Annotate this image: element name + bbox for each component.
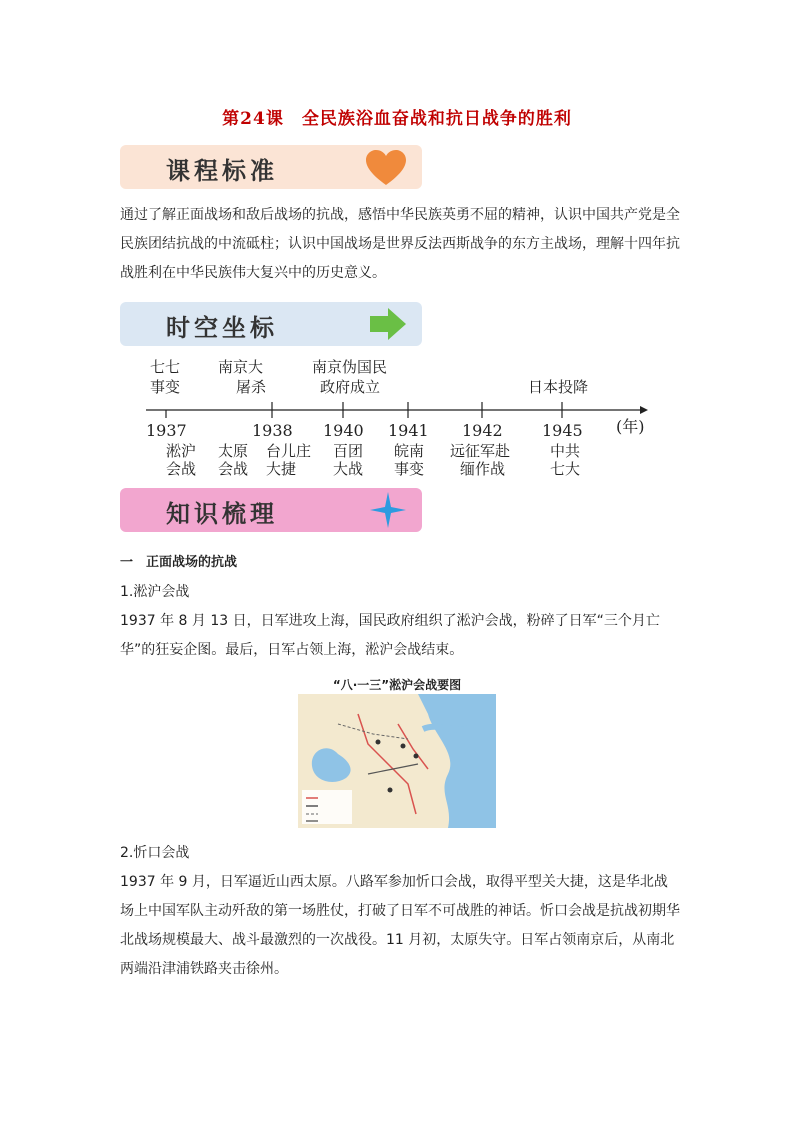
timeline bbox=[130, 350, 660, 482]
event-songhu-line2: 会战 bbox=[166, 460, 197, 478]
event-qiqi-line1: 七七 bbox=[150, 358, 181, 376]
event-wannan-line1: 皖南 bbox=[394, 442, 425, 460]
timeline-unit: (年) bbox=[616, 417, 645, 436]
event-ccp7-line1: 中共 bbox=[550, 442, 581, 460]
event-songhu-line1: 淞沪 bbox=[166, 442, 197, 460]
event-baituan-line2: 大战 bbox=[333, 460, 364, 478]
year-1940: 1940 bbox=[323, 421, 364, 440]
event-taiyuan-line2: 会战 bbox=[218, 460, 249, 478]
event-puppet-gov-line2: 政府成立 bbox=[320, 378, 381, 396]
banner-knowledge bbox=[120, 488, 422, 532]
map-image bbox=[298, 694, 496, 828]
banner-label: 知识梳理 bbox=[166, 500, 278, 528]
page-title: 第24课 全民族浴血奋战和抗日战争的胜利 bbox=[222, 109, 572, 129]
arrow-right-icon bbox=[368, 306, 408, 346]
year-1945: 1945 bbox=[542, 421, 583, 440]
banner-label: 时空坐标 bbox=[166, 314, 278, 342]
event-taierzhuang-line2: 大捷 bbox=[266, 460, 297, 478]
course-standard-text: 通过了解正面战场和敌后战场的抗战，感悟中华民族英勇不屈的精神，认识中国共产党是全民族团结抗战的中流砥柱；认识中国战场是世界反法西斯战争的东方主战场，理解十四年抗战胜利在中华民族伟大复兴中的历史意义。 bbox=[120, 207, 680, 281]
item-text-songhu: 1937 年 8 月 13 日，日军进攻上海，国民政府组织了淞沪会战，粉碎了日军“三个月亡华”的狂妄企图。最后，日军占领上海，淞沪会战结束。 bbox=[120, 613, 660, 658]
heart-icon bbox=[364, 149, 408, 191]
banner-label: 课程标准 bbox=[166, 157, 278, 185]
banner-timeline bbox=[120, 302, 422, 346]
event-nanjing-massacre-line2: 屠杀 bbox=[236, 378, 267, 396]
banner-course-standard bbox=[120, 145, 422, 189]
event-wannan-line2: 事变 bbox=[394, 460, 425, 478]
item-title-songhu: 1.淞沪会战 bbox=[120, 584, 190, 600]
event-baituan-line1: 百团 bbox=[333, 442, 364, 460]
event-puppet-gov-line1: 南京伪国民 bbox=[312, 358, 388, 376]
item-title-xinkou: 2.忻口会战 bbox=[120, 845, 190, 861]
year-1938: 1938 bbox=[252, 421, 293, 440]
event-japan-surrender: 日本投降 bbox=[528, 378, 589, 396]
item-text-xinkou: 1937 年 9 月，日军逼近山西太原。八路军参加忻口会战，取得平型关大捷，这是华北战场上中国军队主动歼敌的第一场胜仗，打破了日军不可战胜的神话。忻口会战是抗战初期华北战场规模最大、战斗最激烈的一次战役。11 月初，太原失守。日军占领南京后，从南北两端沿津浦铁路夹击徐州。 bbox=[120, 874, 680, 977]
map-title: “八·一三”淞沪会战要图 bbox=[332, 678, 462, 692]
event-expedition-line1: 远征军赴 bbox=[450, 442, 511, 460]
event-taiyuan-line1: 太原 bbox=[218, 442, 249, 460]
event-nanjing-massacre-line1: 南京大 bbox=[218, 358, 264, 376]
year-1941: 1941 bbox=[388, 421, 429, 440]
event-taierzhuang-line1: 台儿庄 bbox=[266, 442, 312, 460]
year-1942: 1942 bbox=[462, 421, 503, 440]
event-qiqi-line2: 事变 bbox=[150, 378, 181, 396]
event-ccp7-line2: 七大 bbox=[550, 460, 581, 478]
songhu-battle-map bbox=[298, 676, 496, 828]
star-icon bbox=[368, 491, 408, 533]
section-heading: 一 正面战场的抗战 bbox=[120, 555, 238, 570]
year-1937: 1937 bbox=[146, 421, 187, 440]
event-expedition-line2: 缅作战 bbox=[460, 460, 506, 478]
